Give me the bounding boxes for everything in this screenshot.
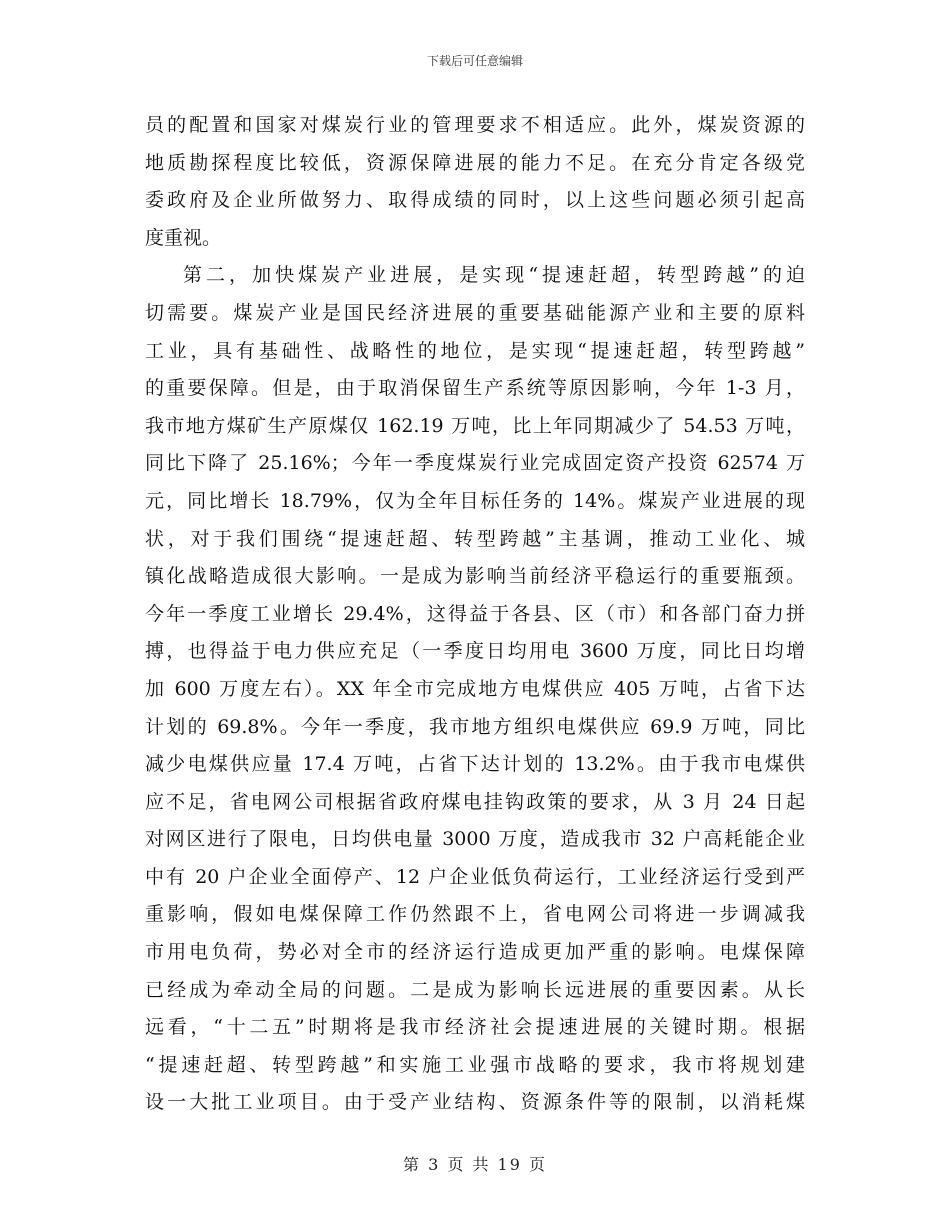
text-line: 员的配置和国家对煤炭行业的管理要求不相适应。此外，煤炭资源的 (145, 114, 805, 136)
document-body (145, 107, 805, 1122)
text-line: 元，同比增长 18.79%，仅为全年目标任务的 14%。煤炭产业进展的现 (145, 489, 805, 512)
text-line: 同比下降了 25.16%；今年一季度煤炭行业完成固定资产投资 62574 万 (145, 452, 805, 475)
text-line: 切需要。煤炭产业是国民经济进展的重要基础能源产业和主要的原料 (145, 301, 805, 324)
text-line: 中有 20 户企业全面停产、12 户企业低负荷运行，工业经济运行受到严 (145, 865, 805, 888)
text-line: 第二，加快煤炭产业进展，是实现“提速赶超，转型跨越”的迫 (183, 264, 805, 287)
text-line: 镇化战略造成很大影响。一是成为影响当前经济平稳运行的重要瓶颈。 (145, 565, 805, 588)
text-line: 搏，也得益于电力供应充足（一季度日均用电 3600 万度，同比日均增 (145, 640, 805, 663)
text-line: 减少电煤供应量 17.4 万吨，占省下达计划的 13.2%。由于我市电煤供 (145, 753, 805, 776)
text-line: 加 600 万度左右）。XX 年全市完成地方电煤供应 405 万吨，占省下达 (145, 677, 805, 700)
paragraph-2 (145, 257, 805, 1122)
text-line: 设一大批工业项目。由于受产业结构、资源条件等的限制，以消耗煤 (145, 1091, 805, 1114)
text-line: 委政府及企业所做努力、取得成绩的同时，以上这些问题必须引起高 (145, 189, 805, 212)
text-line: 对网区进行了限电，日均供电量 3000 万度，造成我市 32 户高耗能企业 (145, 828, 805, 851)
text-line: 市用电负荷，势必对全市的经济运行造成更加严重的影响。电煤保障 (145, 941, 805, 964)
text-line: 工业，具有基础性、战略性的地位，是实现“提速赶超，转型跨越” (145, 339, 805, 362)
text-line: 的重要保障。但是，由于取消保留生产系统等原因影响，今年 1-3 月， (145, 377, 805, 400)
page-header: 下载后可任意编辑 (426, 54, 523, 68)
page-number: 第 3 页 共 19 页 (403, 1155, 547, 1174)
text-line: 应不足，省电网公司根据省政府煤电挂钩政策的要求，从 3 月 24 日起 (145, 790, 805, 813)
text-line: 已经成为牵动全局的问题。二是成为影响长远进展的重要因素。从长 (145, 978, 805, 1001)
text-line: 我市地方煤矿生产原煤仅 162.19 万吨，比上年同期减少了 54.53 万吨， (145, 414, 805, 437)
text-line: 今年一季度工业增长 29.4%，这得益于各县、区（市）和各部门奋力拼 (145, 602, 805, 625)
text-line: 状，对于我们围绕“提速赶超、转型跨越”主基调，推动工业化、城 (145, 527, 805, 550)
text-line: 地质勘探程度比较低，资源保障进展的能力不足。在充分肯定各级党 (145, 151, 805, 174)
text-line: 计划的 69.8%。今年一季度，我市地方组织电煤供应 69.9 万吨，同比 (145, 715, 805, 738)
text-line: “提速赶超、转型跨越”和实施工业强市战略的要求，我市将规划建 (145, 1053, 805, 1076)
paragraph-1 (145, 107, 805, 257)
text-line: 远看，“十二五”时期将是我市经济社会提速进展的关键时期。根据 (145, 1016, 805, 1039)
text-line: 度重视。 (145, 226, 222, 249)
text-line: 重影响，假如电煤保障工作仍然跟不上，省电网公司将进一步调减我 (145, 903, 805, 926)
